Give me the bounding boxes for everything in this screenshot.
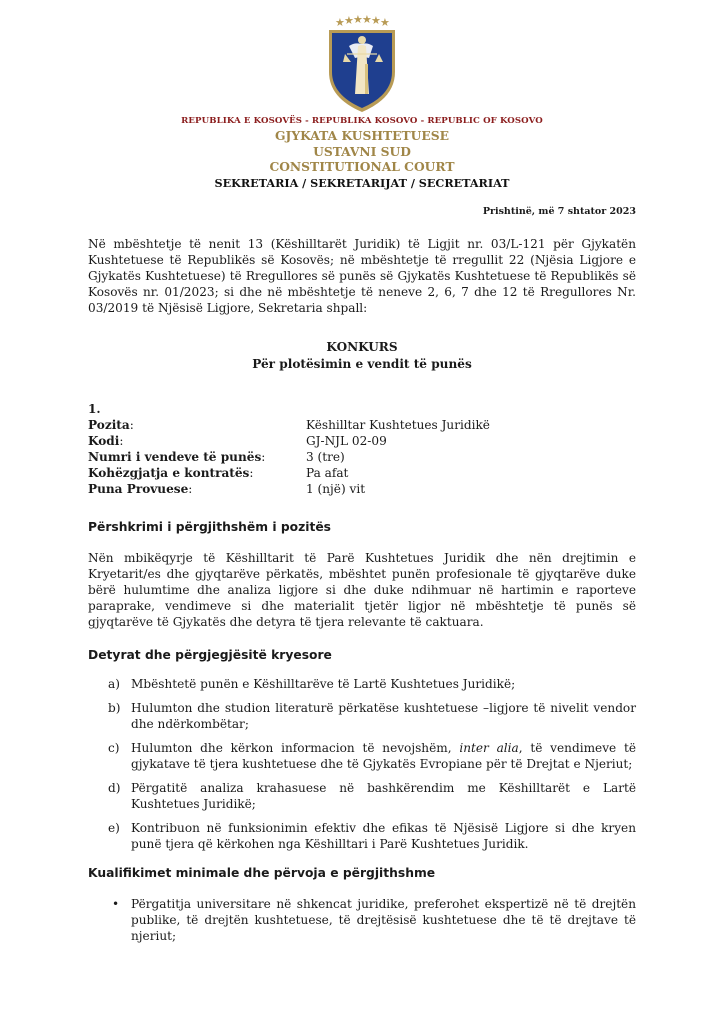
svg-text:★: ★	[344, 14, 354, 27]
stars-icon	[335, 14, 390, 29]
secretariat-line: SEKRETARIA / SEKRETARIJAT / SECRETARIAT	[214, 176, 510, 190]
qualifications-heading: Kualifikimet minimale dhe përvoja e përgjithshme	[88, 866, 436, 880]
konkurs-subtitle: Për plotësimin e vendit të punës	[252, 357, 472, 371]
info-label: Kodi	[88, 434, 120, 448]
list-item-letter: e)	[108, 821, 120, 835]
info-label: Pozita	[88, 418, 130, 432]
description-heading: Përshkrimi i përgjithshëm i pozitës	[88, 520, 331, 534]
latin-phrase: inter alia	[459, 741, 519, 755]
court-name-albanian: GJYKATA KUSHTETUESE	[275, 128, 449, 143]
list-item-letter: a)	[108, 677, 120, 691]
info-row: Pozita: Këshilltar Kushtetues Juridikë	[88, 418, 490, 432]
list-item-letter: d)	[108, 781, 121, 795]
bullet-icon: •	[112, 897, 120, 911]
svg-text:★: ★	[353, 14, 363, 26]
svg-text:★: ★	[371, 14, 381, 27]
info-value: 3 (tre)	[306, 450, 345, 464]
svg-text:★: ★	[335, 16, 345, 29]
kosovo-court-emblem	[325, 14, 399, 114]
list-item-text: Hulumton dhe studion literaturë përkatëse kushtetuese –ligjore të nivelit vendor dhe ndërkombëtar;	[131, 701, 636, 731]
list-item	[88, 740, 636, 772]
list-item-text: Përgatitja universitare në shkencat juridike, preferohet ekspertizë në të drejtën publike, të drejtën kushtetuese, të drejtësisë kushtetuese dhe të të drejtave të njeriut;	[131, 897, 636, 943]
republic-line: REPUBLIKA E KOSOVËS - REPUBLIKA KOSOVO - REPUBLIC OF KOSOVO	[181, 116, 543, 126]
list-item-text: Përgatitë analiza krahasuese në bashkërendim me Këshilltarët e Lartë Kushtetues Juridikë;	[131, 781, 636, 811]
konkurs-title: KONKURS	[326, 340, 398, 354]
svg-text:★: ★	[380, 16, 390, 29]
info-value: 1 (një) vit	[306, 482, 366, 496]
list-item-letter: b)	[108, 701, 121, 715]
qualifications-list	[88, 896, 636, 944]
info-row: Puna Provuese: 1 (një) vit	[88, 482, 366, 496]
court-name-serbian: USTAVNI SUD	[313, 144, 411, 159]
info-row: Numri i vendeve të punës: 3 (tre)	[88, 450, 345, 464]
list-item-text: Kontribuon në funksionimin efektiv dhe efikas të Njësisë Ligjore si dhe kryen punë tjera që kërkohen nga Këshilltari i Parë Kushtetues Juridik.	[131, 821, 636, 851]
svg-text:★: ★	[362, 14, 372, 26]
list-item-text: Mbështetë punën e Këshilltarëve të Lartë Kushtetues Juridikë;	[131, 677, 516, 691]
list-item	[88, 896, 636, 944]
position-info-table	[88, 417, 490, 497]
info-value: Këshilltar Kushtetues Juridikë	[306, 418, 490, 432]
list-item-letter: c)	[108, 741, 120, 755]
info-row: Kodi: GJ-NJL 02-09	[88, 434, 387, 448]
court-name-english: CONSTITUTIONAL COURT	[269, 159, 455, 174]
info-value: Pa afat	[306, 466, 349, 480]
duties-heading: Detyrat dhe përgjegjësitë kryesore	[88, 648, 332, 662]
info-label: Puna Provuese	[88, 482, 189, 496]
info-row: Kohëzgjatja e kontratës: Pa afat	[88, 466, 349, 480]
intro-paragraph: Në mbështetje të nenit 13 (Këshilltarët Juridik) të Ligjit nr. 03/L-121 për Gjykatën Kushtetuese të Republikës së Kosovës; në mbështetje të rregullit 22 (Njësia Ligjore e Gjykatës Kushtetuese) të Rregullores së punës së Gjykatës Kushtetuese të Republikës së Kosovës nr. 01/2023; si dhe në mbështetje të neneve 2, 6, 7 dhe 12 të Rregullores Nr. 03/2019 të Njësisë Ligjore, Sekretaria shpall:	[88, 237, 636, 315]
list-item	[88, 820, 636, 852]
duties-list	[88, 676, 636, 860]
list-item	[88, 780, 636, 812]
list-item	[88, 676, 636, 692]
info-label: Kohëzgjatja e kontratës	[88, 466, 250, 480]
position-number: 1.	[88, 402, 101, 416]
document-date: Prishtinë, më 7 shtator 2023	[482, 206, 636, 217]
info-label: Numri i vendeve të punës	[88, 450, 262, 464]
info-value: GJ-NJL 02-09	[306, 434, 387, 448]
list-item-text: Hulumton dhe kërkon informacion të nevojshëm, inter alia, të vendimeve të gjykatave të tjera kushtetuese dhe të Gjykatës Evropiane për të Drejtat e Njeriut;	[131, 741, 636, 771]
list-item	[88, 700, 636, 732]
description-paragraph: Nën mbikëqyrje të Këshilltarit të Parë Kushtetues Juridik dhe nën drejtimin e Kryetarit/es dhe gjyqtarëve përkatës, mbështet punën profesionale të gjyqtarëve duke bërë hulumtime dhe analiza ligjore si dhe duke ndihmuar në hartimin e raporteve paraprake, vendimeve si dhe materialit tjetër ligjor në mbështetje të punës së gjyqtarëve të Gjykatës dhe detyra të tjera relevante të caktuara.	[88, 551, 636, 629]
